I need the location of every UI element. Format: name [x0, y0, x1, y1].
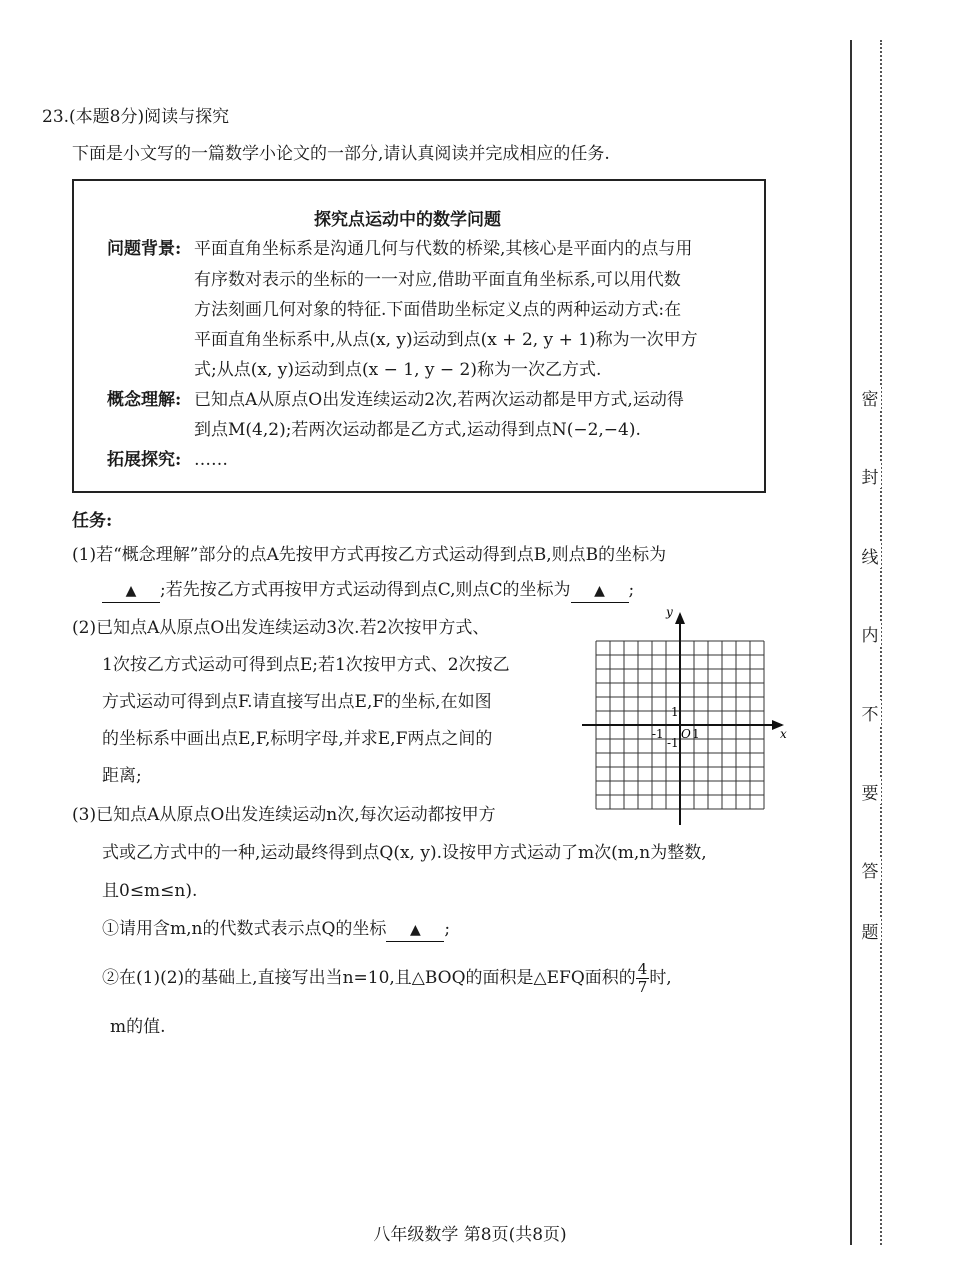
task2-line: 距离; [102, 766, 142, 786]
y-axis-arrow-icon [675, 612, 685, 624]
seal-char: 要 [859, 779, 881, 804]
sub2-text: ②在(1)(2)的基础上,直接写出当n=10,且△BOQ的面积是△EFQ面积的 [102, 968, 636, 988]
background-line: 方法刻画几何对象的特征.下面借助坐标定义点的两种运动方式:在 [194, 300, 682, 320]
task2-line: 1次按乙方式运动可得到点E;若1次按甲方式、2次按乙 [102, 655, 510, 675]
task3-line: 且0≤m≤n). [102, 881, 198, 901]
page-footer: 八年级数学 第8页(共8页) [373, 1225, 567, 1245]
triangle-marker-icon: ▲ [125, 583, 137, 599]
seal-char: 封 [859, 463, 881, 488]
task3-line: (3)已知点A从原点O出发连续运动n次,每次运动都按甲方 [72, 805, 496, 825]
seal-char: 题 [859, 918, 881, 943]
task1-line1: (1)若“概念理解”部分的点A先按甲方式再按乙方式运动得到点B,则点B的坐标为 [72, 545, 667, 565]
concept-line: 到点M(4,2);若两次运动都是乙方式,运动得到点N(−2,−4). [194, 420, 641, 440]
essay-title: 探究点运动中的数学问题 [314, 210, 501, 230]
sub1-end: ; [444, 919, 451, 939]
task1-line2 [102, 579, 634, 603]
seal-char: 不 [859, 700, 881, 725]
seal-char: 内 [859, 621, 881, 646]
answer-blank-b[interactable] [102, 579, 160, 603]
extend-label: 拓展探究: [107, 450, 182, 470]
task3-sub2 [102, 960, 672, 996]
tasks-label: 任务: [72, 511, 113, 531]
seal-char: 线 [859, 543, 881, 568]
concept-line: 已知点A从原点O出发连续运动2次,若两次运动都是甲方式,运动得 [194, 390, 684, 410]
background-line: 平面直角坐标系中,从点(x, y)运动到点(x + 2, y + 1)称为一次甲方 [194, 330, 698, 350]
tick-label-x-1: 1 [692, 727, 700, 741]
task3-sub1 [102, 918, 450, 942]
tick-label-y-1: 1 [671, 705, 679, 719]
answer-blank-q[interactable] [386, 918, 444, 942]
y-axis-label: y [666, 605, 673, 619]
task1-mid-text: ;若先按乙方式再按甲方式运动得到点C,则点C的坐标为 [160, 580, 571, 600]
background-line: 式;从点(x, y)运动到点(x − 1, y − 2)称为一次乙方式. [194, 360, 602, 380]
tick-label-x-neg1: -1 [652, 727, 664, 741]
task3-sub2-line2: m的值. [110, 1017, 166, 1037]
concept-label: 概念理解: [107, 390, 182, 410]
margin-solid-line [850, 40, 852, 1245]
seal-char: 密 [859, 385, 881, 410]
x-axis-label: x [780, 727, 787, 741]
essay-box [72, 179, 766, 493]
coordinate-grid[interactable] [570, 600, 800, 830]
background-line: 平面直角坐标系是沟通几何与代数的桥梁,其核心是平面内的点与用 [194, 239, 693, 259]
origin-label: O [681, 727, 691, 741]
background-line: 有序数对表示的坐标的一一对应,借助平面直角坐标系,可以用代数 [194, 270, 681, 290]
task2-line: 的坐标系中画出点E,F,标明字母,并求E,F两点之间的 [102, 729, 493, 749]
seal-char: 答 [859, 857, 881, 882]
question-header: 23.(本题8分)阅读与探究 [42, 107, 230, 127]
task2-line: 方式运动可得到点F.请直接写出点E,F的坐标,在如图 [102, 692, 492, 712]
extend-text: …… [194, 450, 228, 470]
sub2-end: 时, [649, 968, 672, 988]
fraction-numerator: 4 [637, 960, 648, 978]
triangle-marker-icon: ▲ [410, 922, 421, 938]
task3-line: 式或乙方式中的一种,运动最终得到点Q(x, y).设按甲方式运动了m次(m,n为整数, [102, 843, 707, 863]
sub1-text: ①请用含m,n的代数式表示点Q的坐标 [102, 919, 387, 939]
fraction [636, 961, 650, 996]
fraction-denominator: 7 [637, 978, 648, 996]
task2-line: (2)已知点A从原点O出发连续运动3次.若2次按甲方式、 [72, 618, 490, 638]
triangle-marker-icon: ▲ [594, 583, 605, 599]
task1-end: ; [628, 580, 635, 600]
intro-text: 下面是小文写的一篇数学小论文的一部分,请认真阅读并完成相应的任务. [72, 144, 610, 164]
tick-label-y-neg1: -1 [667, 736, 679, 750]
background-label: 问题背景: [107, 239, 182, 259]
